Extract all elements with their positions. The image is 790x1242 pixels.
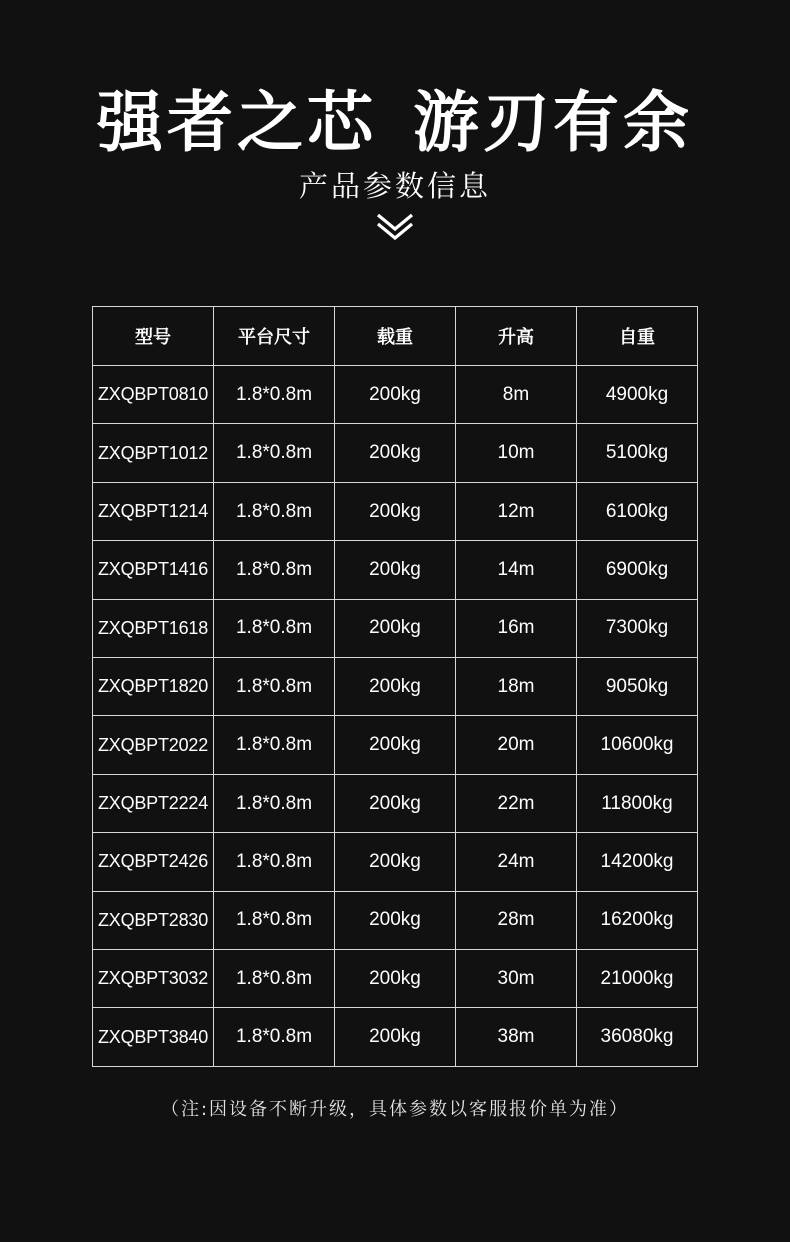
self-weight-cell: 5100kg <box>577 424 698 482</box>
self-weight-cell: 14200kg <box>577 833 698 891</box>
self-weight-cell: 16200kg <box>577 891 698 949</box>
lift-height-cell: 20m <box>456 716 577 774</box>
self-weight-cell: 6900kg <box>577 541 698 599</box>
self-weight-cell: 21000kg <box>577 950 698 1008</box>
load-cell: 200kg <box>335 716 456 774</box>
lift-height-cell: 16m <box>456 599 577 657</box>
table-header-row <box>93 307 698 366</box>
lift-height-cell: 30m <box>456 950 577 1008</box>
footnote: （注:因设备不断升级，具体参数以客服报价单为准） <box>160 1099 630 1120</box>
self-weight-cell: 10600kg <box>577 716 698 774</box>
model-cell: ZXQBPT2426 <box>93 833 214 891</box>
header-model: 型号 <box>93 307 214 366</box>
headline-part-1: 强者之芯 <box>97 84 377 161</box>
table-row <box>93 891 698 949</box>
self-weight-cell: 11800kg <box>577 774 698 832</box>
platform-size-cell: 1.8*0.8m <box>214 833 335 891</box>
lift-height-cell: 10m <box>456 424 577 482</box>
load-cell: 200kg <box>335 599 456 657</box>
load-cell: 200kg <box>335 774 456 832</box>
load-cell: 200kg <box>335 482 456 540</box>
self-weight-cell: 6100kg <box>577 482 698 540</box>
load-cell: 200kg <box>335 541 456 599</box>
subheadline: 产品参数信息 <box>298 169 491 203</box>
platform-size-cell: 1.8*0.8m <box>214 1008 335 1067</box>
load-cell: 200kg <box>335 950 456 1008</box>
table-row <box>93 833 698 891</box>
table-row <box>93 950 698 1008</box>
table-row <box>93 366 698 424</box>
lift-height-cell: 28m <box>456 891 577 949</box>
self-weight-cell: 36080kg <box>577 1008 698 1067</box>
header-platform-size: 平台尺寸 <box>214 307 335 366</box>
platform-size-cell: 1.8*0.8m <box>214 366 335 424</box>
table-row <box>93 1008 698 1067</box>
table-body <box>93 366 698 1067</box>
parameter-table <box>92 306 698 1067</box>
table-row <box>93 482 698 540</box>
headline-part-2: 游刃有余 <box>413 84 693 161</box>
header-lift-height: 升高 <box>456 307 577 366</box>
platform-size-cell: 1.8*0.8m <box>214 774 335 832</box>
model-cell: ZXQBPT2830 <box>93 891 214 949</box>
load-cell: 200kg <box>335 658 456 716</box>
platform-size-cell: 1.8*0.8m <box>214 482 335 540</box>
load-cell: 200kg <box>335 1008 456 1067</box>
table-row <box>93 658 698 716</box>
load-cell: 200kg <box>335 366 456 424</box>
double-chevron-down-icon <box>375 212 415 242</box>
model-cell: ZXQBPT3032 <box>93 950 214 1008</box>
table-row <box>93 716 698 774</box>
load-cell: 200kg <box>335 424 456 482</box>
model-cell: ZXQBPT3840 <box>93 1008 214 1067</box>
header-load: 载重 <box>335 307 456 366</box>
model-cell: ZXQBPT1618 <box>93 599 214 657</box>
lift-height-cell: 38m <box>456 1008 577 1067</box>
self-weight-cell: 4900kg <box>577 366 698 424</box>
lift-height-cell: 22m <box>456 774 577 832</box>
header-self-weight: 自重 <box>577 307 698 366</box>
platform-size-cell: 1.8*0.8m <box>214 716 335 774</box>
model-cell: ZXQBPT1820 <box>93 658 214 716</box>
model-cell: ZXQBPT0810 <box>93 366 214 424</box>
model-cell: ZXQBPT1012 <box>93 424 214 482</box>
platform-size-cell: 1.8*0.8m <box>214 891 335 949</box>
platform-size-cell: 1.8*0.8m <box>214 658 335 716</box>
self-weight-cell: 9050kg <box>577 658 698 716</box>
platform-size-cell: 1.8*0.8m <box>214 424 335 482</box>
model-cell: ZXQBPT1416 <box>93 541 214 599</box>
lift-height-cell: 24m <box>456 833 577 891</box>
table-row <box>93 424 698 482</box>
self-weight-cell: 7300kg <box>577 599 698 657</box>
platform-size-cell: 1.8*0.8m <box>214 599 335 657</box>
model-cell: ZXQBPT2022 <box>93 716 214 774</box>
load-cell: 200kg <box>335 891 456 949</box>
table-row <box>93 599 698 657</box>
load-cell: 200kg <box>335 833 456 891</box>
table-row <box>93 541 698 599</box>
lift-height-cell: 8m <box>456 366 577 424</box>
platform-size-cell: 1.8*0.8m <box>214 950 335 1008</box>
lift-height-cell: 12m <box>456 482 577 540</box>
model-cell: ZXQBPT2224 <box>93 774 214 832</box>
lift-height-cell: 18m <box>456 658 577 716</box>
headline <box>0 78 790 168</box>
table-row <box>93 774 698 832</box>
model-cell: ZXQBPT1214 <box>93 482 214 540</box>
lift-height-cell: 14m <box>456 541 577 599</box>
platform-size-cell: 1.8*0.8m <box>214 541 335 599</box>
